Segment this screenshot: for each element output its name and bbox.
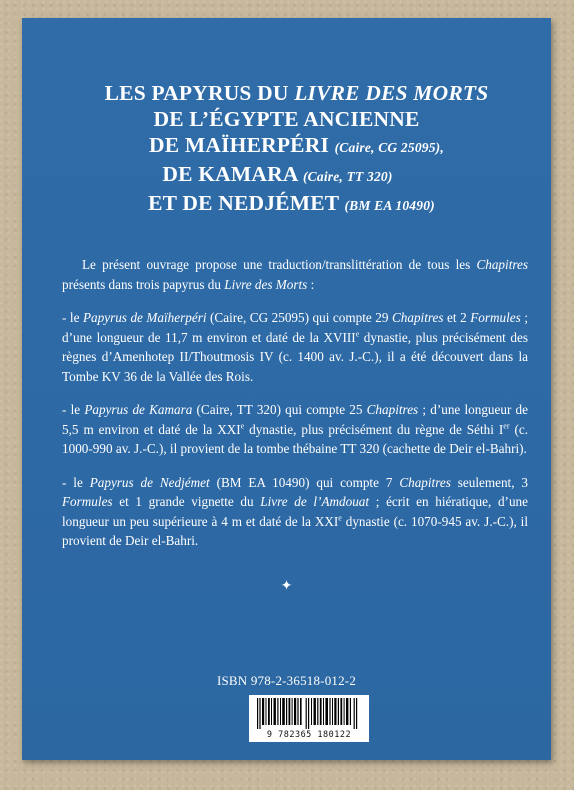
intro-paragraph: Le présent ouvrage propose une traduction/translittération de tous les Chapitres présents dans trois papyrus du Livre des Morts : [62, 257, 528, 292]
title-line-2: DE L’ÉGYPTE ANCIENNE [153, 107, 420, 131]
description-text [62, 255, 528, 565]
title-line-1: LES PAPYRUS DU LIVRE DES MORTS [104, 81, 489, 105]
barcode-number: 9 782365 180122 [266, 730, 352, 740]
isbn-text: ISBN 978-2-36518-012-2 [216, 673, 357, 688]
book-back-cover [22, 18, 551, 760]
papyrus-maiherperi-paragraph: - le Papyrus de Maïherpéri (Caire, CG 25095) qui compte 29 Chapitres et 2 Formules ; d’une longueur de 11,7 m environ et daté de la XVIIIe dynastie, plus précisément des règnes d’Amenhotep II/Thoutmosis IV (c. 1400 av. J.-C.), il a été découvert dans la Tombe KV 36 de la Vallée des Rois. [62, 310, 528, 384]
title-line-3: DE MAÏHERPÉRI (Caire, CG 25095), [149, 133, 444, 157]
title-line-4: DE KAMARA (Caire, TT 320) [162, 162, 393, 186]
papyrus-kamara-paragraph: - le Papyrus de Kamara (Caire, TT 320) qui compte 25 Chapitres ; d’une longueur de 5,5 m environ et daté de la XXIe dynastie, plus précisément du règne de Séthi Ier (c. 1000-990 av. J.-C.), il provient de la tombe thébaine TT 320 (cachette de Deir el-Bahri). [62, 402, 529, 456]
papyrus-nedjemet-paragraph: - le Papyrus de Nedjémet (BM EA 10490) qui compte 7 Chapitres seulement, 3 Formules et 1 grande vignette du Livre de l’Amdouat ; écrit en hiératique, d’une longueur un peu supérieure à 4 m et daté de la XXIe dynastie (c. 1070-945 av. J.-C.), il provient de Deir el-Bahri. [62, 474, 528, 548]
book-title [22, 80, 551, 219]
barcode [249, 695, 369, 742]
barcode-bars [249, 695, 369, 729]
ornament-diamond-icon: ✦ [280, 579, 293, 594]
title-line-5: ET DE NEDJÉMET (BM EA 10490) [148, 191, 435, 215]
